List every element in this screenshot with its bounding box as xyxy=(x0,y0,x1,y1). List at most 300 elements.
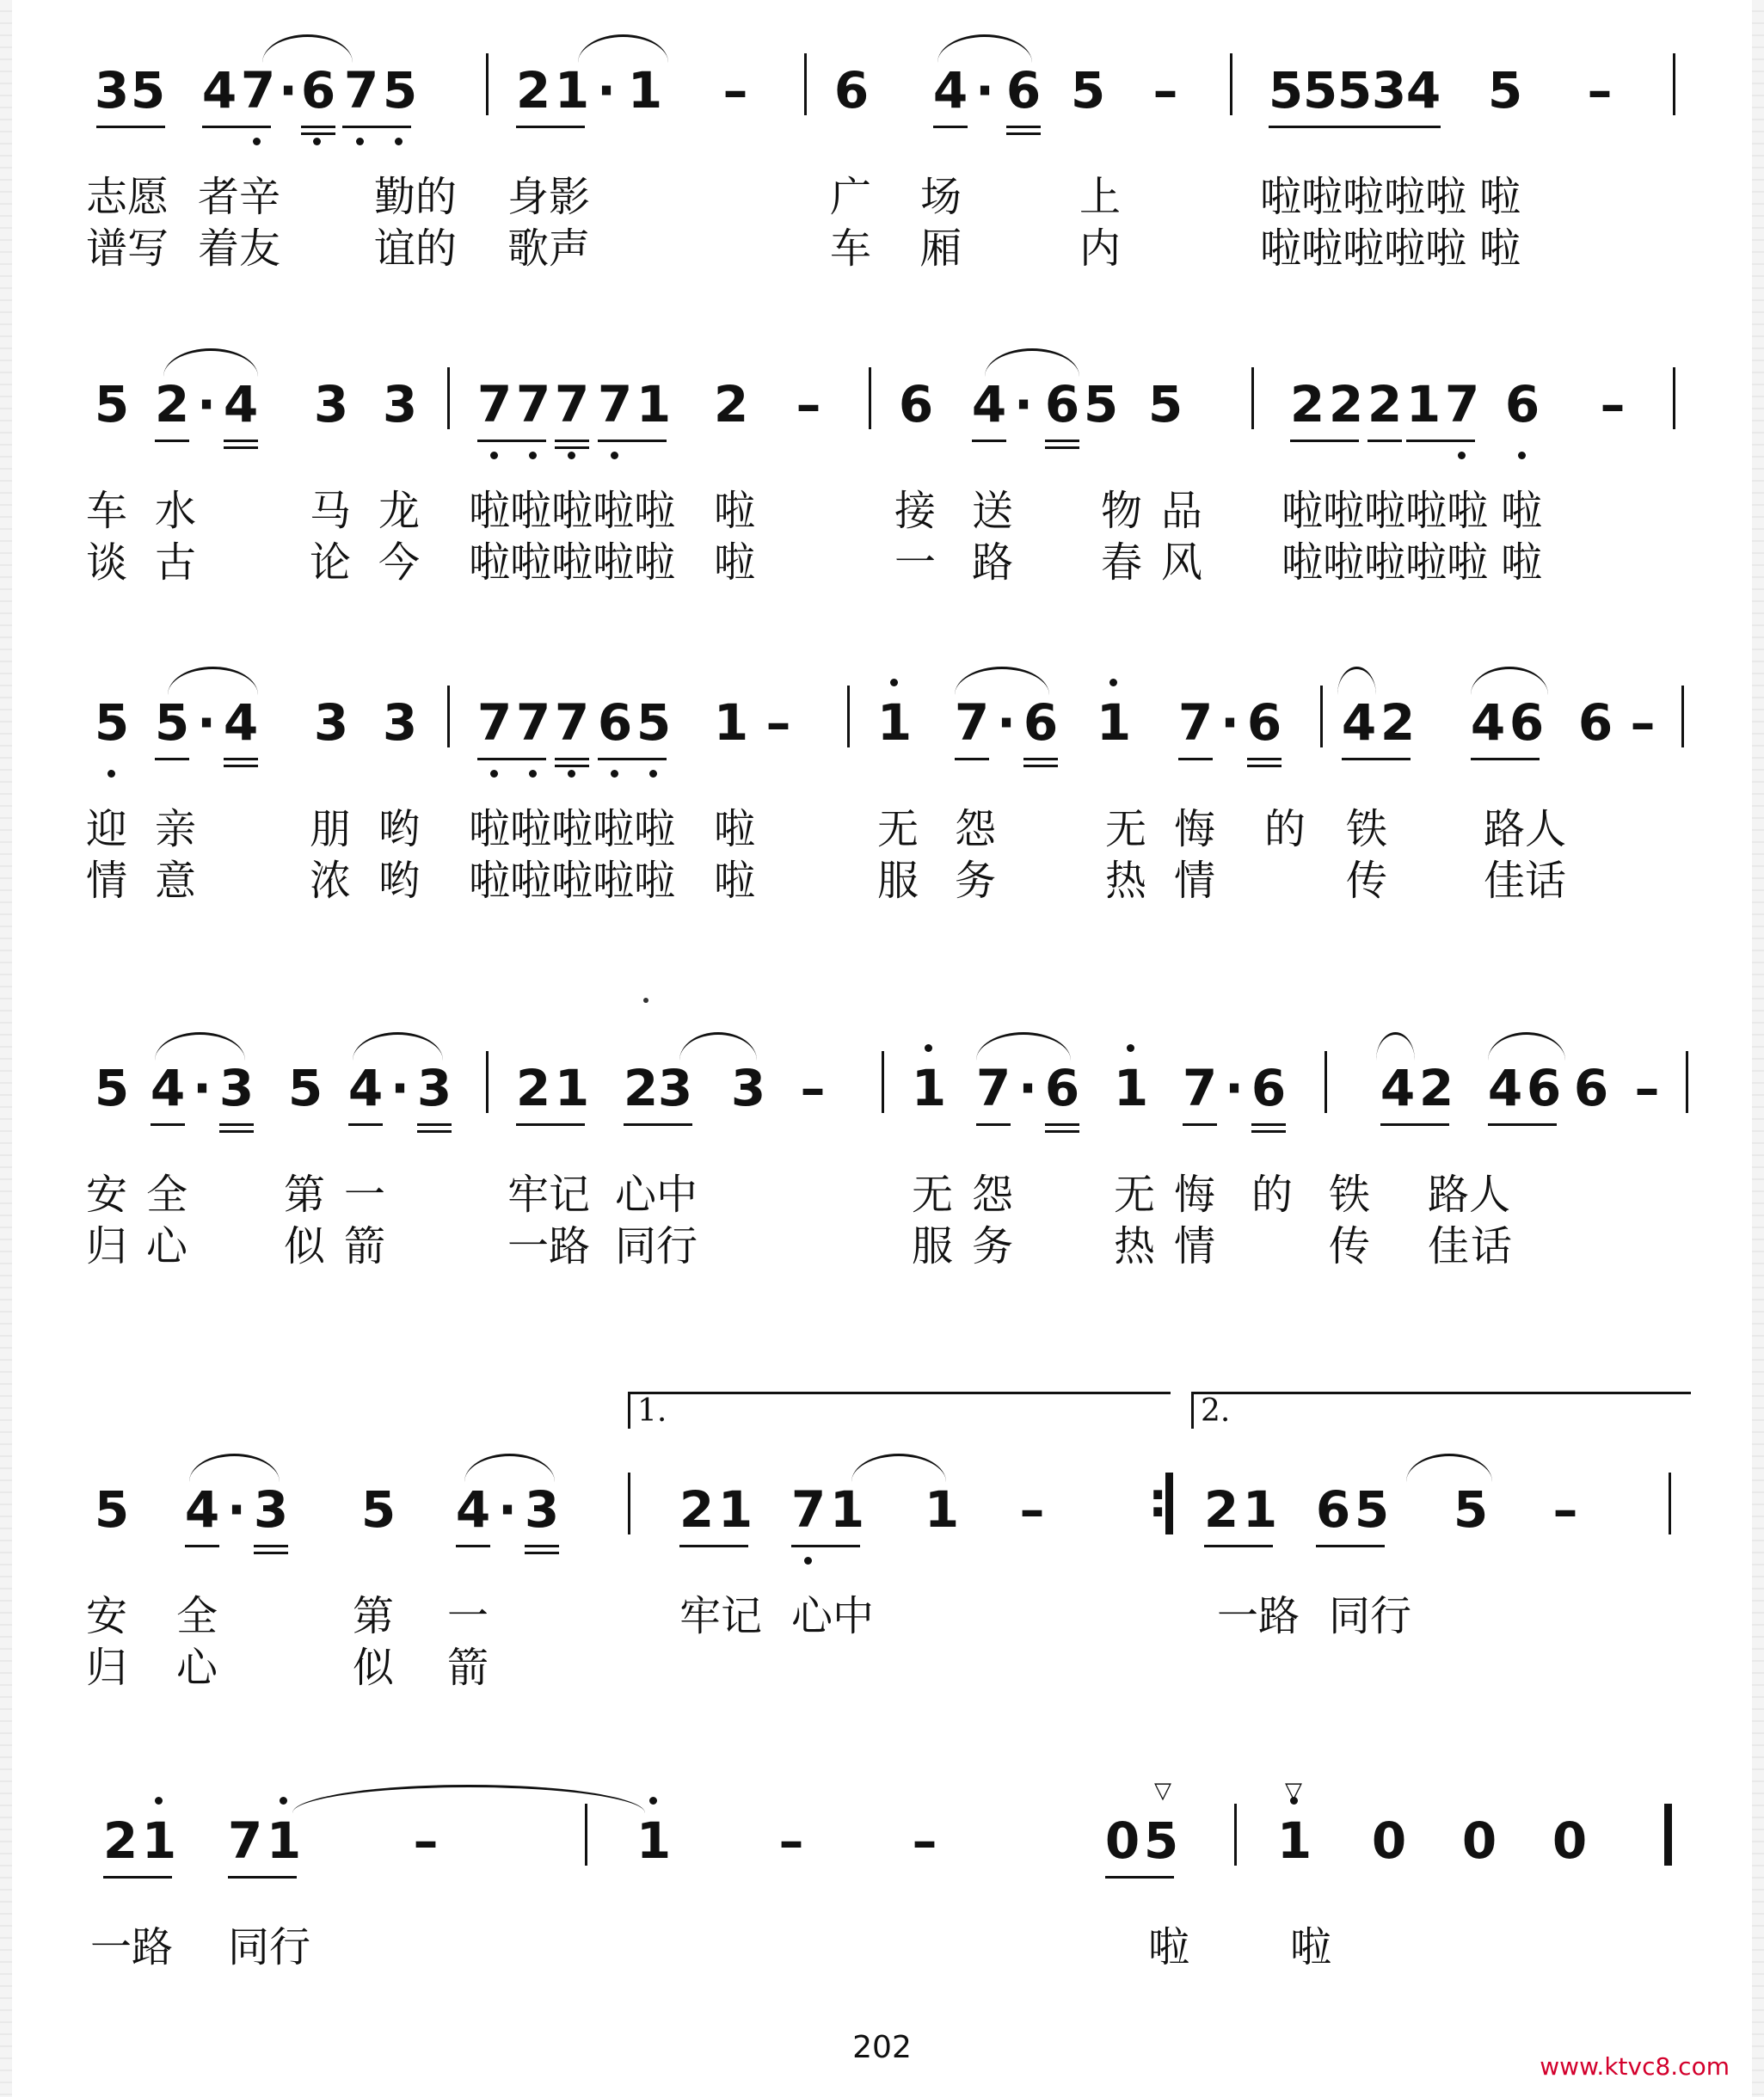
barline xyxy=(1234,1804,1237,1866)
note: 4 xyxy=(455,1480,491,1539)
note: 3 xyxy=(416,1059,452,1117)
lyric: 悔 xyxy=(1174,805,1216,853)
note: 2 xyxy=(679,1480,715,1539)
lyric: 服 xyxy=(912,1222,954,1270)
lyric: 务 xyxy=(955,857,997,905)
note: 5 xyxy=(1268,61,1304,120)
note: 6 xyxy=(597,693,633,752)
underline xyxy=(348,1123,383,1126)
lyric: 今 xyxy=(378,538,421,587)
lyrics-verse-1 xyxy=(86,1591,1686,1643)
lyric: 啦啦啦啦啦 xyxy=(1260,173,1467,221)
note: – xyxy=(912,1811,937,1870)
lyric: 啦 xyxy=(1479,224,1521,273)
underline xyxy=(1023,758,1058,760)
octave-dot xyxy=(253,138,261,145)
lyric: 啦啦啦啦啦 xyxy=(1282,487,1489,535)
lyric: 话 xyxy=(1471,1222,1513,1270)
barline xyxy=(804,53,807,115)
note: 5 xyxy=(1302,61,1338,120)
lyric: 场 xyxy=(920,173,962,221)
lyric: 归 xyxy=(86,1222,128,1270)
note: 7 xyxy=(597,375,633,434)
barline xyxy=(1673,367,1675,429)
underline xyxy=(1316,1545,1385,1547)
underline xyxy=(103,1876,172,1879)
note: 2 xyxy=(1203,1480,1239,1539)
note: 1 xyxy=(1276,1811,1312,1870)
underline xyxy=(477,440,546,442)
underline xyxy=(679,1545,748,1547)
notation-line xyxy=(86,1454,1686,1565)
lyric: 心 xyxy=(146,1222,188,1270)
note: 7 xyxy=(476,693,513,752)
repeat-barline xyxy=(1165,1473,1173,1534)
note: 1 xyxy=(1405,375,1441,434)
score-system-5 xyxy=(86,1454,1686,1694)
note: 5 xyxy=(287,1059,323,1117)
slur xyxy=(168,667,258,695)
underline xyxy=(1251,1123,1286,1126)
lyric: 古 xyxy=(155,538,197,587)
lyric: 情 xyxy=(86,857,128,905)
slur xyxy=(985,348,1079,377)
underline xyxy=(1342,758,1411,760)
note: 0 xyxy=(1371,1811,1407,1870)
note: – xyxy=(800,1059,826,1117)
final-barline xyxy=(1664,1804,1672,1866)
lyric: 无 xyxy=(1105,805,1147,853)
lyric: 情 xyxy=(1174,1222,1216,1270)
barline xyxy=(869,367,871,429)
note: 5 xyxy=(130,61,166,120)
underline xyxy=(254,1545,288,1547)
underline xyxy=(976,1123,1011,1126)
note: 5 xyxy=(1453,1480,1489,1539)
lyrics-verse-2 xyxy=(86,1643,1686,1694)
note: 1 xyxy=(829,1480,865,1539)
lyric: 路 xyxy=(972,538,1014,587)
note: 7 xyxy=(554,375,590,434)
note: 5 xyxy=(1147,375,1183,434)
lyric: 接 xyxy=(894,487,937,535)
lyric: 内 xyxy=(1079,224,1122,273)
note: 0 xyxy=(1104,1811,1140,1870)
note: – xyxy=(1634,1059,1660,1117)
note: 2 xyxy=(1380,693,1416,752)
underline xyxy=(151,1123,185,1126)
underline xyxy=(224,758,258,760)
slur xyxy=(262,34,353,63)
lyric: 无 xyxy=(912,1171,954,1219)
note: 5 xyxy=(1070,61,1106,120)
note: 5 xyxy=(1337,61,1373,120)
note: 7 xyxy=(975,1059,1011,1117)
lyric: 一路 xyxy=(507,1222,591,1270)
note: 1 xyxy=(1113,1059,1149,1117)
lyric: 一路 xyxy=(1217,1592,1300,1640)
note: 2 xyxy=(515,61,551,120)
note: 0 xyxy=(1461,1811,1497,1870)
slur xyxy=(189,1454,280,1482)
slur xyxy=(155,1032,245,1061)
note: · xyxy=(974,61,995,120)
note: 1 xyxy=(1096,693,1132,752)
note: 4 xyxy=(223,693,259,752)
underline xyxy=(155,440,189,442)
octave-dot xyxy=(356,138,364,145)
note: 4 xyxy=(150,1059,186,1117)
lyric: 的 xyxy=(1264,805,1306,853)
lyric: 车 xyxy=(830,224,872,273)
lyric: 一 xyxy=(447,1592,489,1640)
underline xyxy=(598,440,667,442)
note: 6 xyxy=(300,61,336,120)
lyric: 铁 xyxy=(1329,1171,1371,1219)
lyric: 风 xyxy=(1161,538,1203,587)
octave-dot xyxy=(395,138,403,145)
note: · xyxy=(226,1480,247,1539)
note: 7 xyxy=(515,375,551,434)
underline xyxy=(1247,758,1282,760)
lyric: 无 xyxy=(1114,1171,1156,1219)
underline xyxy=(555,758,589,760)
lyric: 务 xyxy=(972,1222,1014,1270)
note: · xyxy=(1220,693,1240,752)
lyric: 啦 xyxy=(1290,1923,1332,1971)
underline xyxy=(933,126,968,128)
note: 5 xyxy=(94,1480,130,1539)
octave-dot xyxy=(280,1797,287,1805)
lyric: 全 xyxy=(146,1171,188,1219)
note: 2 xyxy=(154,375,190,434)
lyric: 安 xyxy=(86,1592,128,1640)
lyric: 谊的 xyxy=(374,224,458,273)
lyric: 服 xyxy=(877,857,919,905)
volta-second-ending: 2. xyxy=(1191,1392,1691,1429)
underline xyxy=(155,758,189,760)
underline xyxy=(1204,1545,1273,1547)
note: 6 xyxy=(1044,1059,1080,1117)
underline xyxy=(456,1545,490,1547)
lyric: 志愿 xyxy=(86,173,169,221)
note: 7 xyxy=(515,693,551,752)
octave-dot xyxy=(490,770,498,778)
lyric: 心中 xyxy=(615,1171,698,1219)
note: 3 xyxy=(253,1480,289,1539)
underline xyxy=(1290,440,1359,442)
note: 7 xyxy=(227,1811,263,1870)
lyric: 身影 xyxy=(507,173,591,221)
barline xyxy=(1251,367,1254,429)
slur xyxy=(1376,1032,1415,1061)
lyric: 啦 xyxy=(1148,1923,1190,1971)
note: 3 xyxy=(1371,61,1407,120)
note: · xyxy=(196,693,217,752)
note: 4 xyxy=(932,61,968,120)
underline xyxy=(342,126,411,128)
lyrics-verse-1 xyxy=(86,804,1686,856)
lyrics-verse-2 xyxy=(86,538,1686,589)
lyric: 怨 xyxy=(972,1171,1014,1219)
note: 1 xyxy=(627,61,663,120)
lyric: 龙 xyxy=(378,487,421,535)
lyric: 第 xyxy=(353,1592,395,1640)
underline xyxy=(955,758,989,760)
barline xyxy=(486,53,489,115)
note: 5 xyxy=(382,61,418,120)
note: 6 xyxy=(1573,1059,1609,1117)
lyrics-verse-2 xyxy=(86,1221,1686,1273)
note: · xyxy=(1013,375,1034,434)
underline xyxy=(228,1876,297,1879)
lyric: 水 xyxy=(155,487,197,535)
octave-dot xyxy=(649,770,657,778)
barline xyxy=(447,686,450,747)
score-system-3 xyxy=(86,667,1686,907)
underline xyxy=(1105,1876,1174,1879)
lyric: 一 xyxy=(894,538,937,587)
slur xyxy=(353,1032,443,1061)
underline xyxy=(1303,126,1372,128)
lyric: 啦啦啦啦啦 xyxy=(1282,538,1489,587)
note: · xyxy=(1017,1059,1038,1117)
note: 1 xyxy=(636,1811,672,1870)
lyric: 送 xyxy=(972,487,1014,535)
note: – xyxy=(1552,1480,1578,1539)
underline xyxy=(202,126,271,128)
note: 1 xyxy=(1242,1480,1278,1539)
note: 4 xyxy=(1470,693,1506,752)
slur xyxy=(1337,667,1376,695)
lyric: 传 xyxy=(1346,857,1388,905)
stray-mark xyxy=(643,998,648,1003)
lyric: 啦啦啦啦啦 xyxy=(469,857,676,905)
note: 3 xyxy=(382,375,418,434)
note: 7 xyxy=(1182,1059,1218,1117)
lyric: 安 xyxy=(86,1171,128,1219)
lyric: 一路 xyxy=(90,1923,174,1971)
lyric: 牢记 xyxy=(679,1592,763,1640)
lyric: 歌声 xyxy=(507,224,591,273)
note: 1 xyxy=(713,693,749,752)
lyric: 哟 xyxy=(378,857,421,905)
underline xyxy=(301,126,335,128)
note: 7 xyxy=(790,1480,827,1539)
lyric: 着友 xyxy=(198,224,281,273)
note: – xyxy=(778,1811,804,1870)
note: 3 xyxy=(382,693,418,752)
lyric: 论 xyxy=(310,538,352,587)
note: 1 xyxy=(924,1480,960,1539)
lyric: 啦 xyxy=(714,487,756,535)
underline xyxy=(1269,126,1303,128)
lyric: 热 xyxy=(1105,857,1147,905)
lyrics-verse-1 xyxy=(86,1170,1686,1221)
note: 1 xyxy=(554,61,590,120)
underline xyxy=(1183,1123,1217,1126)
note: 6 xyxy=(1005,61,1042,120)
note: – xyxy=(1587,61,1613,120)
note: 3 xyxy=(730,1059,766,1117)
lyric: 怨 xyxy=(955,805,997,853)
note: 6 xyxy=(1504,375,1540,434)
slur xyxy=(1488,1032,1565,1061)
note: 6 xyxy=(1315,1480,1351,1539)
lyric: 谈 xyxy=(86,538,128,587)
note: 2 xyxy=(623,1059,659,1117)
note: 5 xyxy=(154,693,190,752)
slur xyxy=(976,1032,1071,1061)
octave-dot xyxy=(1518,452,1526,459)
underline xyxy=(1406,440,1475,442)
note: 3 xyxy=(313,375,349,434)
note: 6 xyxy=(1526,1059,1562,1117)
lyrics-verse-1 xyxy=(86,172,1686,224)
lyrics-verse-2 xyxy=(86,856,1686,907)
note: · xyxy=(390,1059,410,1117)
lyric: 上 xyxy=(1079,173,1122,221)
lyrics-verse-2 xyxy=(86,224,1686,275)
score-system-1 xyxy=(86,34,1686,275)
accent-mark: ▽ xyxy=(1285,1778,1302,1804)
lyric: 啦 xyxy=(714,857,756,905)
underline xyxy=(1006,126,1041,128)
note: 1 xyxy=(636,375,672,434)
note: · xyxy=(596,61,617,120)
octave-dot xyxy=(490,452,498,459)
note: 5 xyxy=(1354,1480,1390,1539)
note: 7 xyxy=(476,375,513,434)
lyric: 的 xyxy=(1251,1171,1294,1219)
lyric: 啦啦啦啦啦 xyxy=(469,805,676,853)
note: 3 xyxy=(524,1480,560,1539)
note: 2 xyxy=(102,1811,138,1870)
lyric: 同行 xyxy=(1329,1592,1412,1640)
note: – xyxy=(1019,1480,1045,1539)
note: 4 xyxy=(184,1480,220,1539)
octave-dot xyxy=(155,1797,163,1805)
note: 3 xyxy=(218,1059,255,1117)
note: 5 xyxy=(636,693,672,752)
octave-dot xyxy=(1109,679,1117,686)
lyric: 迎 xyxy=(86,805,128,853)
octave-dot xyxy=(529,452,537,459)
lyric: 心 xyxy=(176,1644,218,1692)
octave-dot xyxy=(313,138,321,145)
note: · xyxy=(497,1480,518,1539)
octave-dot xyxy=(649,1797,657,1805)
lyric: 佳 xyxy=(1428,1222,1470,1270)
note: – xyxy=(722,61,748,120)
underline xyxy=(1368,440,1402,442)
octave-dot xyxy=(568,770,575,778)
lyric: 全 xyxy=(176,1592,218,1640)
underline xyxy=(1178,758,1213,760)
note: 6 xyxy=(1044,375,1080,434)
underline xyxy=(1045,440,1079,442)
note: 5 xyxy=(1083,375,1119,434)
note: 1 xyxy=(554,1059,590,1117)
note: 7 xyxy=(1177,693,1214,752)
lyric: 啦 xyxy=(1479,173,1521,221)
note: 6 xyxy=(898,375,934,434)
barline xyxy=(847,686,850,747)
underline xyxy=(791,1545,860,1547)
lyric: 心中 xyxy=(791,1592,875,1640)
note: 2 xyxy=(713,375,749,434)
octave-dot xyxy=(611,770,618,778)
lyric: 意 xyxy=(155,857,197,905)
note: 7 xyxy=(954,693,990,752)
watermark-url: www.ktvc8.com xyxy=(1540,2052,1730,2081)
underline xyxy=(1045,1123,1079,1126)
underline xyxy=(1372,126,1441,128)
lyric: 路人 xyxy=(1484,805,1567,853)
note: 2 xyxy=(1367,375,1403,434)
lyric: 无 xyxy=(877,805,919,853)
note: 7 xyxy=(554,693,590,752)
underline xyxy=(224,440,258,442)
lyrics-verse-1 xyxy=(86,1922,1686,1974)
page-number: 202 xyxy=(852,2030,912,2065)
accent-mark: ▽ xyxy=(1154,1778,1171,1804)
barline xyxy=(447,367,450,429)
lyric: 同行 xyxy=(228,1923,311,1971)
underline xyxy=(555,440,589,442)
score-system-2 xyxy=(86,348,1686,589)
notation-line xyxy=(86,667,1686,778)
note: 2 xyxy=(1328,375,1364,434)
lyric: 情 xyxy=(1174,857,1216,905)
lyric: 归 xyxy=(86,1644,128,1692)
lyric: 谱写 xyxy=(86,224,169,273)
slur xyxy=(955,667,1049,695)
score-system-6 xyxy=(86,1778,1686,1974)
barline xyxy=(1673,53,1675,115)
octave-dot xyxy=(529,770,537,778)
lyric: 车 xyxy=(86,487,128,535)
slur xyxy=(163,348,258,377)
slur xyxy=(1471,667,1548,695)
note: 1 xyxy=(876,693,913,752)
lyric: 啦 xyxy=(714,805,756,853)
octave-dot xyxy=(108,770,115,778)
octave-dot xyxy=(925,1044,932,1052)
note: 3 xyxy=(94,61,130,120)
barline xyxy=(1325,1051,1327,1113)
lyric: 啦 xyxy=(1501,487,1543,535)
notation-line xyxy=(86,348,1686,460)
lyric: 啦 xyxy=(1501,538,1543,587)
note: 2 xyxy=(1418,1059,1454,1117)
note: · xyxy=(192,1059,212,1117)
underline xyxy=(624,1123,692,1126)
lyric: 厢 xyxy=(920,224,962,273)
note: 0 xyxy=(1552,1811,1588,1870)
note: 4 xyxy=(347,1059,384,1117)
note: 6 xyxy=(833,61,870,120)
note: 6 xyxy=(1246,693,1282,752)
note: 1 xyxy=(911,1059,947,1117)
note: · xyxy=(278,61,298,120)
lyric: 啦啦啦啦啦 xyxy=(469,538,676,587)
note: – xyxy=(765,693,791,752)
note: 5 xyxy=(1487,61,1523,120)
lyric: 亲 xyxy=(155,805,197,853)
slur xyxy=(464,1454,555,1482)
octave-dot xyxy=(804,1557,812,1565)
